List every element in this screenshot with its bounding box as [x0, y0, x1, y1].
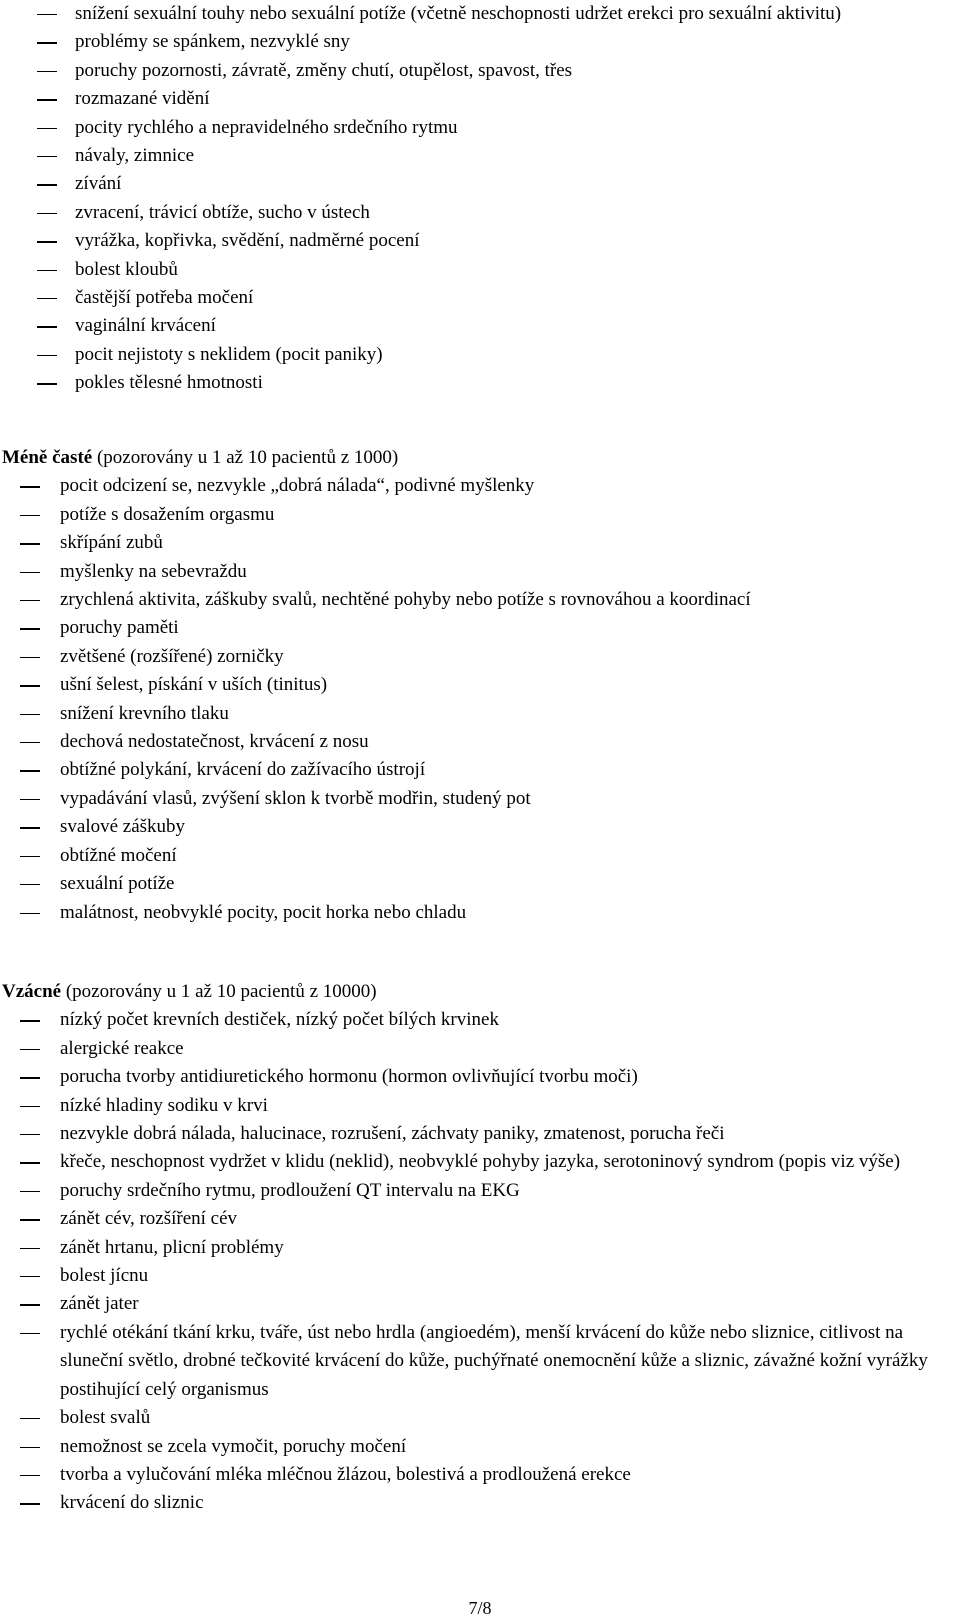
dash-bullet-icon: [37, 326, 57, 327]
list-item: [0, 1461, 960, 1489]
list-item-text: zánět hrtanu, plicní problémy: [60, 1236, 284, 1258]
list-item: [17, 284, 947, 312]
dash-bullet-icon: [37, 156, 57, 157]
dash-bullet-icon: [37, 298, 57, 299]
dash-bullet-icon: [20, 600, 40, 601]
dash-bullet-icon: [20, 1134, 40, 1135]
list-item-text: poruchy pozornosti, závratě, změny chutí, otupělost, spavost, třes: [75, 59, 573, 81]
dash-bullet-icon: [20, 1475, 40, 1476]
section-heading: [0, 444, 960, 472]
list-item: [0, 870, 960, 898]
dash-bullet-icon: [20, 714, 40, 715]
list-item-text: vaginální krvácení: [75, 315, 216, 337]
list-item-text: krvácení do sliznic: [60, 1492, 204, 1514]
dash-bullet-icon: [20, 1049, 40, 1050]
list-item-text: zvětšené (rozšířené) zorničky: [60, 645, 284, 667]
section-uncommon: [0, 444, 960, 927]
dash-bullet-icon: [20, 572, 40, 573]
section-rare: [0, 978, 960, 1518]
list-item: [0, 472, 960, 500]
dash-bullet-icon: [20, 628, 40, 629]
list-item: [17, 227, 947, 255]
list-item: [0, 785, 960, 813]
list-item: [17, 114, 947, 142]
dash-bullet-icon: [20, 884, 40, 885]
list-item: [17, 341, 947, 369]
list-item-text: bolest kloubů: [75, 258, 178, 280]
list-item-text: rychlé otékání tkání krku, tváře, úst nebo hrdla (angioedém), menší krvácení do kůže nebo sliznice, citlivost na sluneční světlo, drobné tečkovité krvácení do kůže, puchýřnaté onemocnění kůže a sliznic, závažné kožní vyrážky postihující celý organismus: [60, 1321, 928, 1400]
list-item: [17, 0, 947, 28]
list-item-text: bolest svalů: [60, 1407, 151, 1429]
list-item-text: snížení krevního tlaku: [60, 702, 229, 724]
list-item: [0, 756, 960, 784]
list-item-text: pocit odcizení se, nezvykle „dobrá nálada“, podivné myšlenky: [60, 475, 535, 497]
list-item-text: pocity rychlého a nepravidelného srdečního rytmu: [75, 116, 458, 138]
side-effects-list: [17, 0, 947, 398]
list-item-text: obtížné močení: [60, 844, 177, 866]
list-item-text: snížení sexuální touhy nebo sexuální potíže (včetně neschopnosti udržet erekci pro sexuální aktivitu): [75, 3, 842, 24]
list-item-text: křeče, neschopnost vydržet v klidu (neklid), neobvyklé pohyby jazyka, serotoninový syndrom (popis viz výše): [60, 1151, 901, 1173]
list-item: [0, 1120, 960, 1148]
dash-bullet-icon: [37, 42, 57, 43]
list-item: [0, 1262, 960, 1290]
dash-bullet-icon: [20, 1020, 40, 1021]
list-item: [17, 57, 947, 85]
list-item-text: nemožnost se zcela vymočit, poruchy močení: [60, 1435, 407, 1457]
section-heading-frequency: (pozorovány u 1 až 10 pacientů z 1000): [92, 447, 399, 468]
dash-bullet-icon: [20, 1162, 40, 1163]
list-item: [0, 1148, 960, 1176]
list-item: [0, 1006, 960, 1034]
list-item-text: myšlenky na sebevraždu: [60, 560, 247, 582]
section-heading-frequency: (pozorovány u 1 až 10 pacientů z 10000): [61, 981, 377, 1002]
dash-bullet-icon: [37, 128, 57, 129]
list-item: [0, 501, 960, 529]
list-item: [0, 558, 960, 586]
list-item: [0, 899, 960, 927]
list-item-text: návaly, zimnice: [75, 145, 195, 167]
list-item-text: častější potřeba močení: [75, 287, 254, 309]
dash-bullet-icon: [20, 657, 40, 658]
list-item-text: zrychlená aktivita, záškuby svalů, nechtěné pohyby nebo potíže s rovnováhou a koordinací: [60, 589, 751, 611]
list-item: [0, 1290, 960, 1318]
section-heading-bold: Méně časté: [2, 447, 93, 468]
dash-bullet-icon: [37, 241, 57, 242]
list-item-text: zánět jater: [60, 1293, 139, 1315]
list-item: [0, 813, 960, 841]
dash-bullet-icon: [20, 770, 40, 771]
dash-bullet-icon: [37, 184, 57, 185]
list-item-text: tvorba a vylučování mléka mléčnou žlázou, bolestivá a prodloužená erekce: [60, 1463, 631, 1485]
dash-bullet-icon: [20, 827, 40, 828]
list-item: [0, 842, 960, 870]
list-item-text: pokles tělesné hmotnosti: [75, 372, 263, 394]
list-item: [17, 28, 947, 56]
list-item: [0, 1433, 960, 1461]
page-number: 7/8: [468, 1598, 492, 1618]
side-effects-list: [0, 1006, 960, 1517]
list-item-text: zánět cév, rozšíření cév: [60, 1208, 238, 1230]
list-item-text: svalové záškuby: [60, 816, 186, 838]
side-effects-list: [0, 472, 960, 927]
dash-bullet-icon: [20, 486, 40, 487]
list-item: [0, 1205, 960, 1233]
list-item: [0, 1489, 960, 1517]
list-item: [0, 586, 960, 614]
dash-bullet-icon: [37, 383, 57, 384]
list-item-text: rozmazané vidění: [75, 88, 210, 110]
section-heading-bold: Vzácné: [2, 981, 62, 1002]
list-item: [0, 728, 960, 756]
dash-bullet-icon: [37, 71, 57, 72]
list-item-text: nezvykle dobrá nálada, halucinace, rozrušení, záchvaty paniky, zmatenost, porucha řeči: [60, 1123, 725, 1145]
list-item: [0, 700, 960, 728]
list-item-text: problémy se spánkem, nezvyklé sny: [75, 31, 350, 53]
dash-bullet-icon: [20, 1191, 40, 1192]
dash-bullet-icon: [20, 799, 40, 800]
list-item-text: bolest jícnu: [60, 1265, 149, 1287]
list-item: [0, 614, 960, 642]
list-item: [17, 256, 947, 284]
list-item: [0, 1035, 960, 1063]
list-item-text: nízké hladiny sodiku v krvi: [60, 1094, 268, 1116]
list-item: [0, 1092, 960, 1120]
list-item: [17, 85, 947, 113]
dash-bullet-icon: [37, 213, 57, 214]
list-item: [0, 1063, 960, 1091]
list-item-text: porucha tvorby antidiuretického hormonu (hormon ovlivňující tvorbu moči): [60, 1066, 638, 1088]
continued-list-block: [17, 0, 947, 398]
dash-bullet-icon: [20, 543, 40, 544]
list-item-text: alergické reakce: [60, 1037, 184, 1059]
list-item: [17, 199, 947, 227]
list-item: [17, 170, 947, 198]
list-item-text: dechová nedostatečnost, krvácení z nosu: [60, 731, 369, 753]
dash-bullet-icon: [20, 1219, 40, 1220]
list-item: [17, 369, 947, 397]
list-item-text: zvracení, trávicí obtíže, sucho v ústech: [75, 201, 370, 223]
dash-bullet-icon: [20, 1106, 40, 1107]
list-item-text: poruchy srdečního rytmu, prodloužení QT intervalu na EKG: [60, 1179, 520, 1201]
list-item: [17, 142, 947, 170]
dash-bullet-icon: [37, 14, 57, 15]
list-item-text: vypadávání vlasů, zvýšení sklon k tvorbě modřin, studený pot: [60, 787, 531, 809]
list-item-text: vyrážka, kopřivka, svědění, nadměrné pocení: [75, 230, 420, 252]
dash-bullet-icon: [20, 1248, 40, 1249]
list-item-text: ušní šelest, pískání v uších (tinitus): [60, 674, 328, 696]
list-item-text: skřípání zubů: [60, 532, 163, 554]
section-heading: [0, 978, 960, 1006]
dash-bullet-icon: [20, 1333, 40, 1334]
list-item: [0, 1404, 960, 1432]
dash-bullet-icon: [20, 1304, 40, 1305]
dash-bullet-icon: [37, 99, 57, 100]
list-item-text: malátnost, neobvyklé pocity, pocit horka nebo chladu: [60, 901, 467, 923]
list-item: [0, 671, 960, 699]
list-item: [17, 312, 947, 340]
dash-bullet-icon: [20, 515, 40, 516]
dash-bullet-icon: [20, 1077, 40, 1078]
dash-bullet-icon: [20, 913, 40, 914]
list-item: [0, 529, 960, 557]
dash-bullet-icon: [20, 1447, 40, 1448]
dash-bullet-icon: [20, 1503, 40, 1504]
list-item-text: obtížné polykání, krvácení do zažívacího ústrojí: [60, 759, 426, 781]
list-item: [0, 643, 960, 671]
dash-bullet-icon: [37, 270, 57, 271]
list-item-text: potíže s dosažením orgasmu: [60, 503, 275, 525]
list-item: [0, 1177, 960, 1205]
list-item-text: zívání: [75, 173, 122, 195]
dash-bullet-icon: [20, 1418, 40, 1419]
list-item-text: sexuální potíže: [60, 873, 175, 895]
list-item: [0, 1319, 960, 1404]
dash-bullet-icon: [20, 742, 40, 743]
dash-bullet-icon: [37, 355, 57, 356]
dash-bullet-icon: [20, 856, 40, 857]
dash-bullet-icon: [20, 685, 40, 686]
list-item: [0, 1234, 960, 1262]
list-item-text: poruchy paměti: [60, 617, 179, 639]
list-item-text: nízký počet krevních destiček, nízký počet bílých krvinek: [60, 1009, 499, 1031]
list-item-text: pocit nejistoty s neklidem (pocit paniky): [75, 343, 383, 365]
dash-bullet-icon: [20, 1276, 40, 1277]
